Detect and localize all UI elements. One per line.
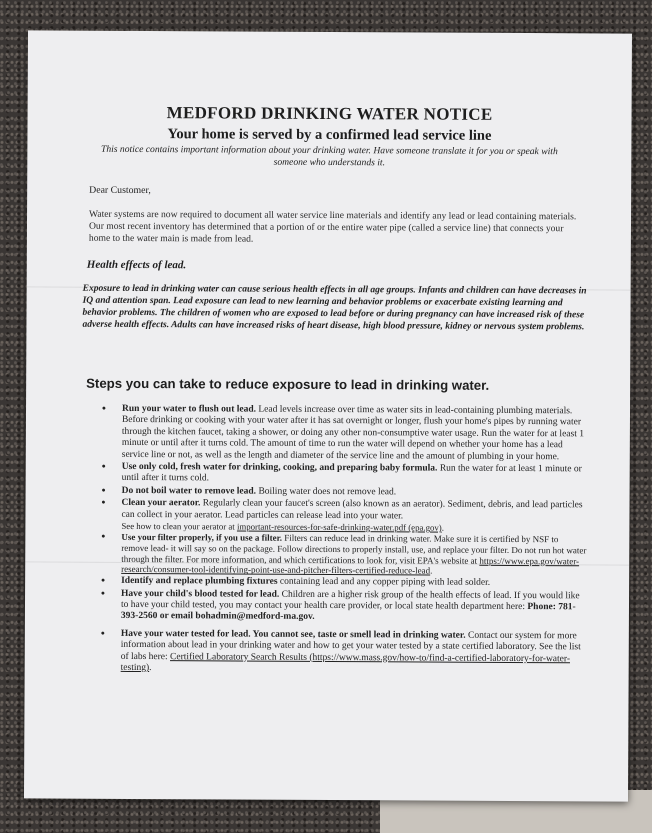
intro-paragraph: Water systems are now required to document all water service line materials and identify any lead or lead containing materials. Our most recent inventory has determined that a portion of or the entire water pipe (called a service line) that connects your home to the water main is made from lead.: [88, 208, 577, 245]
step-lead: Identify and replace plumbing fixtures: [121, 576, 278, 587]
step-lead: Use only cold, fresh water for drinking, cooking, and preparing baby formula.: [121, 461, 438, 474]
notice-title: MEDFORD DRINKING WATER NOTICE: [166, 103, 493, 124]
step-text: Boiling water does not remove lead.: [256, 486, 397, 498]
notice-subtitle: Your home is served by a confirmed lead service line: [167, 126, 492, 144]
step-lead: Do not boil water to remove lead.: [121, 485, 257, 497]
aerator-note-prefix: See how to clean your aerator at: [121, 520, 237, 532]
step-item-blood-test: [101, 588, 587, 625]
step-text: Filters can reduce lead in drinking water. Make sure it is certified by NSF to remove lead- it will say so on the package. Follow directions to properly install, use, and replace your filter. Do not run hot water through the filter. For more information, and which certifications to look for, visit EPA's website at: [121, 532, 587, 566]
greeting: Dear Customer,: [89, 184, 151, 197]
step-item-water-test: [101, 629, 587, 677]
contact-info: Phone: 781-393-2560 or email bohadmin@medford-ma.gov.: [120, 602, 576, 623]
notice-intro: This notice contains important information about your drinking water. Have someone translate it for you or speak with someone who understands it.: [100, 143, 558, 169]
step-text: Lead levels increase over time as water sits in lead-containing plumbing materials. Before drinking or cooking with your water after it has sat overnight or longer, flush your home's pipes by running water through the kitchen faucet, taking a shower, or doing any other non-consumptive water usage. Run the water for at least 1 minute or until after it turns cold. The amount of time to run the water will depend on whether your home has a lead service line or not, as well as the length and diameter of the service line and the amount of plumbing in your home.: [121, 404, 585, 462]
lab-search-link[interactable]: Certified Laboratory Search Results (https://www.mass.gov/how-to/find-a-certified-laboratory-for-water-testing): [120, 651, 571, 674]
step-text: Regularly clean your faucet's screen (also known as an aerator). Sediment, debris, and lead particles can collect in your aerator. Lead particles can release lead into your water.: [121, 498, 583, 522]
health-text: Exposure to lead in drinking water can cause serious health effects in all age groups. Infants and children can have decreases in IQ and attention span. Lead exposure can lead to new learning and behavior problems or exacerbate existing learning and behavior problems. The children of women who are exposed to lead before or during pregnancy can have increased risk of these adverse health effects. Adults can have increased risks of heart disease, high blood pressure, kidney or nervous system problems.: [82, 283, 587, 333]
step-item-cold-water: [102, 462, 588, 487]
steps-list: [101, 404, 588, 678]
step-text: containing lead and any copper piping with lead solder.: [277, 576, 491, 589]
step-lead: Have your child's blood tested for lead.: [121, 588, 280, 600]
step-lead: Use your filter properly, if you use a filter.: [121, 531, 283, 543]
notice-paper: [24, 30, 632, 801]
step-lead: Clean your aerator.: [121, 498, 201, 509]
step-lead: Have your water tested for lead. You cannot see, taste or smell lead in drinking water.: [120, 628, 466, 641]
step-suffix: .: [149, 663, 152, 674]
aerator-note-suffix: .: [441, 522, 444, 533]
steps-heading: Steps you can take to reduce exposure to lead in drinking water.: [86, 375, 490, 393]
step-suffix: .: [430, 565, 433, 576]
step-text: Children are a higher risk group of the health effects of lead. If you would like to have your child tested, you may contact your health care provider, or local state health department here:: [120, 589, 580, 613]
step-item-filter: [101, 532, 587, 578]
step-text: Run the water for at least 1 minute or until after it turns cold.: [121, 463, 582, 484]
aerator-link[interactable]: important-resources-for-safe-drinking-water.pdf (epa.gov): [236, 521, 442, 533]
step-item-aerator: [101, 498, 587, 533]
health-heading: Health effects of lead.: [86, 258, 187, 272]
step-text: Contact our system for more information about lead in your drinking water and how to get your water tested by a state certified laboratory. See the list of labs here:: [120, 630, 581, 662]
step-lead: Run your water to flush out lead.: [121, 403, 257, 415]
epa-filter-link[interactable]: https://www.epa.gov/water-research/consumer-tool-identifying-point-use-and-pitcher-filters-certified-reduce-lead: [121, 555, 580, 576]
step-item-flush: [102, 404, 588, 464]
